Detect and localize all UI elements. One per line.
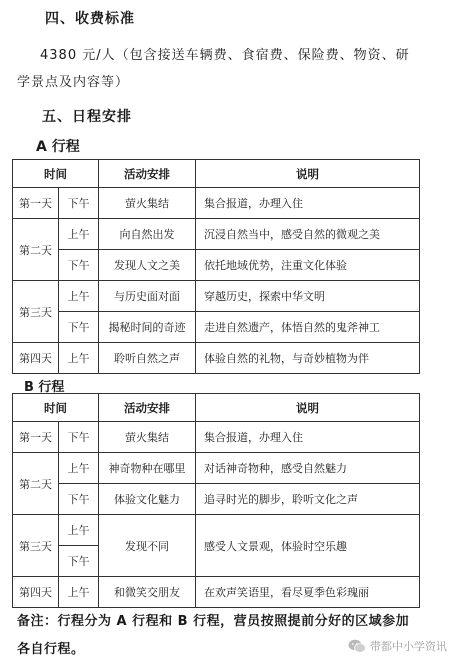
description-cell: 集合报道，办理入住 [196,188,420,219]
table-row [13,453,420,484]
day-cell: 第三天 [13,515,59,577]
activity-cell: 体验文化魅力 [99,484,196,515]
activity-cell: 发现人文之美 [99,250,196,281]
header-time: 时间 [13,160,99,188]
half-day-cell: 下午 [59,546,99,577]
description-cell: 集合报道，办理入住 [196,422,420,453]
description-cell: 体验自然的礼物，与奇妙植物为伴 [196,343,420,374]
table-header-row [13,160,420,188]
table-row [13,422,420,453]
watermark [348,638,447,654]
header-description: 说明 [196,160,420,188]
activity-cell: 和微笑交朋友 [99,577,196,608]
activity-cell: 萤火集结 [99,188,196,219]
plan-a-title: A 行程 [36,139,80,155]
table-row [13,577,420,608]
description-cell: 在欢声笑语里，看尽夏季色彩瑰丽 [196,577,420,608]
half-day-cell: 上午 [59,515,99,546]
price-text: 4380 元/人（包含接送车辆费、食宿费、保险费、物资、研 [40,48,410,63]
day-cell: 第一天 [13,188,59,219]
half-day-cell: 下午 [59,312,99,343]
table-row [13,281,420,312]
plan-a-table [12,159,420,374]
table-row [13,343,420,374]
half-day-cell: 上午 [59,453,99,484]
activity-cell: 神奇物种在哪里 [99,453,196,484]
day-cell: 第一天 [13,422,59,453]
description-cell: 感受人文景观，体验时空乐趣 [196,515,420,577]
day-cell: 第二天 [13,219,59,281]
activity-cell: 聆听自然之声 [99,343,196,374]
activity-cell: 与历史面对面 [99,281,196,312]
half-day-cell: 下午 [59,422,99,453]
watermark-text: 带都中小学资讯 [370,640,447,653]
section-heading-fees: 四、收费标准 [45,11,135,27]
day-cell: 第三天 [13,281,59,343]
half-day-cell: 上午 [59,281,99,312]
half-day-cell: 上午 [59,577,99,608]
half-day-cell: 下午 [59,250,99,281]
description-cell: 追寻时光的脚步，聆听文化之声 [196,484,420,515]
day-cell: 第四天 [13,577,59,608]
wechat-icon [348,639,366,653]
header-activity: 活动安排 [99,160,196,188]
table-row [13,188,420,219]
header-description: 说明 [196,394,420,422]
table-row [13,484,420,515]
half-day-cell: 下午 [59,188,99,219]
section-heading-schedule: 五、日程安排 [42,109,132,125]
half-day-cell: 上午 [59,343,99,374]
price-text-continued: 学景点及内容等） [17,75,130,90]
description-cell: 对话神奇物种，感受自然魅力 [196,453,420,484]
day-cell: 第四天 [13,343,59,374]
table-row [13,312,420,343]
half-day-cell: 上午 [59,219,99,250]
day-cell: 第二天 [13,453,59,515]
description-cell: 穿越历史，探索中华文明 [196,281,420,312]
table-row [13,515,420,546]
activity-cell: 发现不同 [99,515,196,577]
description-cell: 依托地域优势，注重文化体验 [196,250,420,281]
description-cell: 沉浸自然当中，感受自然的微观之美 [196,219,420,250]
activity-cell: 萤火集结 [99,422,196,453]
note-text-continued: 各自行程。 [17,642,85,657]
table-row [13,219,420,250]
activity-cell: 揭秘时间的奇迹 [99,312,196,343]
plan-b-table [12,393,420,608]
half-day-cell: 下午 [59,484,99,515]
plan-b-title: B 行程 [24,380,65,395]
activity-cell: 向自然出发 [99,219,196,250]
header-activity: 活动安排 [99,394,196,422]
description-cell: 走进自然遗产，体悟自然的鬼斧神工 [196,312,420,343]
table-header-row [13,394,420,422]
note-text: 备注：行程分为 A 行程和 B 行程，营员按照提前分好的区域参加 [17,614,410,629]
header-time: 时间 [13,394,99,422]
table-row [13,250,420,281]
